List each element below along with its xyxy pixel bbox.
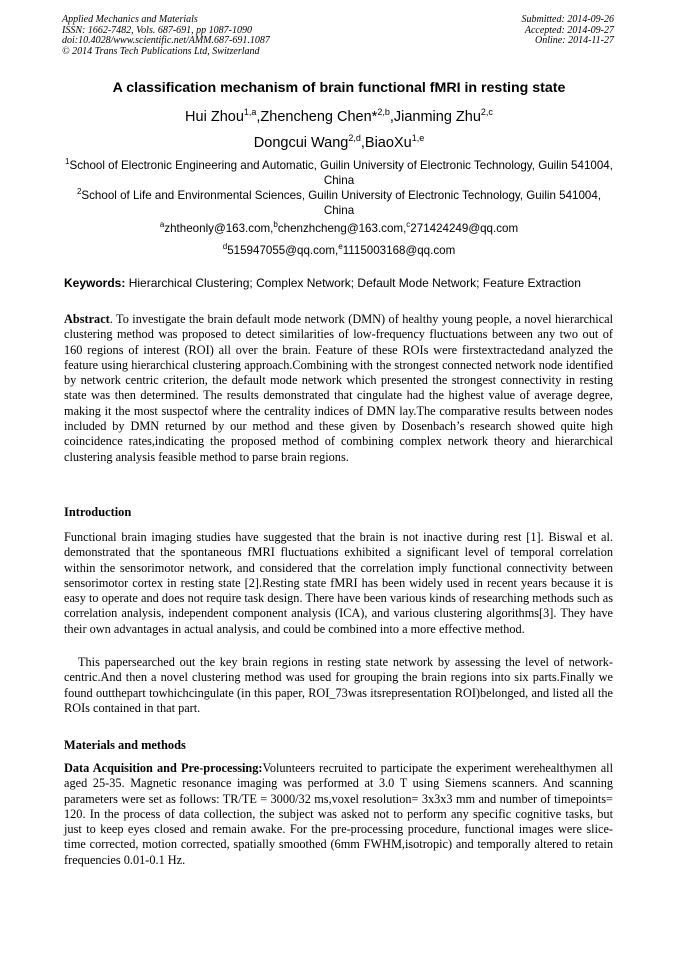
- submitted-date: Submitted: 2014-09-26: [521, 14, 614, 25]
- author-name: ,BiaoXu: [360, 134, 412, 151]
- methods-heading: Materials and methods: [64, 738, 186, 752]
- email-address[interactable]: 515947055@qq.com,: [227, 243, 339, 257]
- author-sup: 2,b: [377, 107, 390, 117]
- methods-paragraph: [64, 761, 613, 868]
- author-name: Dongcui Wang: [253, 134, 349, 151]
- email-line-2: [40, 242, 638, 257]
- author-sup: 1,e: [411, 133, 425, 143]
- email-address[interactable]: chenzhcheng@163.com,: [277, 221, 407, 235]
- email-sup: b: [273, 220, 278, 229]
- introduction-paragraph-1: Functional brain imaging studies have suggested that the brain is not inactive during rest [1]. Biswal et al. demonstrated that the spontaneous fMRI fluctuations exhibited a significant level of temporal correlation within the sensorimotor network, and considered that the correlation imply functional connectivity between sensorimotor cortex in resting state [2].Resting state fMRI has been widely used in recent years because it is easy to operate and does not require task design. There have been various kinds of researching methods such as correlation analysis, independent component analysis (ICA), and various clustering algorithms[3]. They have their own advantages in actual analysis, and could be combined into a more effective method.: [64, 530, 613, 636]
- accepted-date: Accepted: 2014-09-27: [524, 24, 614, 36]
- methods-subheading: Data Acquisition and Pre-processing:: [64, 761, 263, 775]
- copyright-line: © 2014 Trans Tech Publications Ltd, Switzerland: [62, 45, 260, 57]
- keywords-label: Keywords:: [64, 276, 126, 290]
- email-address[interactable]: 271424249@qq.com: [410, 221, 519, 235]
- author-sup: 1,a: [243, 107, 257, 117]
- abstract-text: . To investigate the brain default mode network (DMN) of healthy young people, a novel hierarchical clustering method was proposed to detect similarities of low-frequency fluctuations between any two out of 160 regions of interest (ROI) all over the brain. Feature of these ROIs were firstextractedand analyzed the feature using hierarchical clustering approach.Combining with the strongest connected network node identified by network centric criterion, the default mode network which presented the strongest connectivity in resting state was then determined. The results demonstrated that cingulate had the highest value of average degree, making it the most suspectof where the centrality indices of DMN lay.The comparative results between nodes included by DMN returned by our method and these given by Dosenbach’s research showed quite high coincidence rates,indicating the proposed method of combining complex network theory and hierarchical clustering analysis feasible method to parse brain regions.: [64, 312, 613, 464]
- affiliation-text: School of Electronic Engineering and Automatic, Guilin University of Electronic Technology, Guilin 541004, China: [69, 158, 613, 187]
- email-line-1: [40, 220, 638, 235]
- email-sup: a: [159, 220, 165, 229]
- email-sup: d: [222, 242, 228, 251]
- doi-line: doi:10.4028/www.scientific.net/AMM.687-691.1087: [62, 35, 270, 47]
- journal-header-right: [522, 15, 615, 47]
- affiliation-sup: 2: [76, 187, 82, 196]
- email-address[interactable]: zhtheonly@163.com,: [164, 221, 274, 235]
- abstract: [64, 312, 613, 465]
- author-sup: 2,c: [480, 107, 493, 117]
- email-sup: c: [406, 220, 411, 229]
- authors-line-1: [40, 103, 638, 127]
- online-date: Online: 2014-11-27: [535, 35, 614, 47]
- paper-title: A classification mechanism of brain functional fMRI in resting state: [112, 80, 566, 96]
- issn-line: ISSN: 1662-7482, Vols. 687-691, pp 1087-1090: [62, 24, 252, 36]
- introduction-heading: Introduction: [64, 505, 132, 519]
- abstract-label: Abstract: [64, 312, 110, 326]
- affiliation-text: School of Life and Environmental Sciences, Guilin University of Electronic Technology, Guilin 541004, China: [81, 188, 602, 217]
- authors-line-2: [40, 129, 638, 153]
- affiliation-sup: 1: [65, 157, 70, 166]
- email-sup: e: [338, 242, 343, 251]
- author-name: ,Zhencheng Chen*: [256, 108, 378, 125]
- affiliation-2: [62, 184, 616, 218]
- journal-name: Applied Mechanics and Materials: [62, 14, 198, 25]
- journal-header-left: [62, 15, 270, 57]
- introduction-paragraph-2: This papersearched out the key brain regions in resting state network by assessing the level of network-centric.And then a novel clustering method was used for grouping the brain regions into six parts.Finally we found outthepart towhichcingulate (in this paper, ROI_73was itsrepresentation ROI)belonged, and listed all the ROIs contained in that part.: [64, 655, 613, 715]
- author-name: ,Jianming Zhu: [389, 108, 481, 125]
- email-address[interactable]: 1115003168@qq.com: [342, 243, 456, 257]
- keywords: [64, 276, 618, 290]
- keywords-text: Hierarchical Clustering; Complex Network; Default Mode Network; Feature Extraction: [125, 276, 581, 290]
- author-name: Hui Zhou: [185, 108, 244, 125]
- affiliation-1: [62, 154, 616, 188]
- author-sup: 2,d: [348, 133, 361, 143]
- methods-text: Volunteers recruited to participate the experiment werehealthymen all aged 25-35. Magnetic resonance imaging was performed at 3.0 T using Siemens scanners. And scanning parameters were set as follows: TR/TE = 3000/32 ms,voxel resolution= 3x3x3 mm and number of timepoints= 120. In the process of data collection, the subject was asked not to perform any specific cognitive tasks, but just to keep eyes closed and remain awake. For the pre-processing procedure, functional images were slice-time corrected, motion corrected, spatially smoothed (6mm FWHM,isotropic) and temporally altered to retain frequencies 0.01-0.1 Hz.: [64, 761, 613, 867]
